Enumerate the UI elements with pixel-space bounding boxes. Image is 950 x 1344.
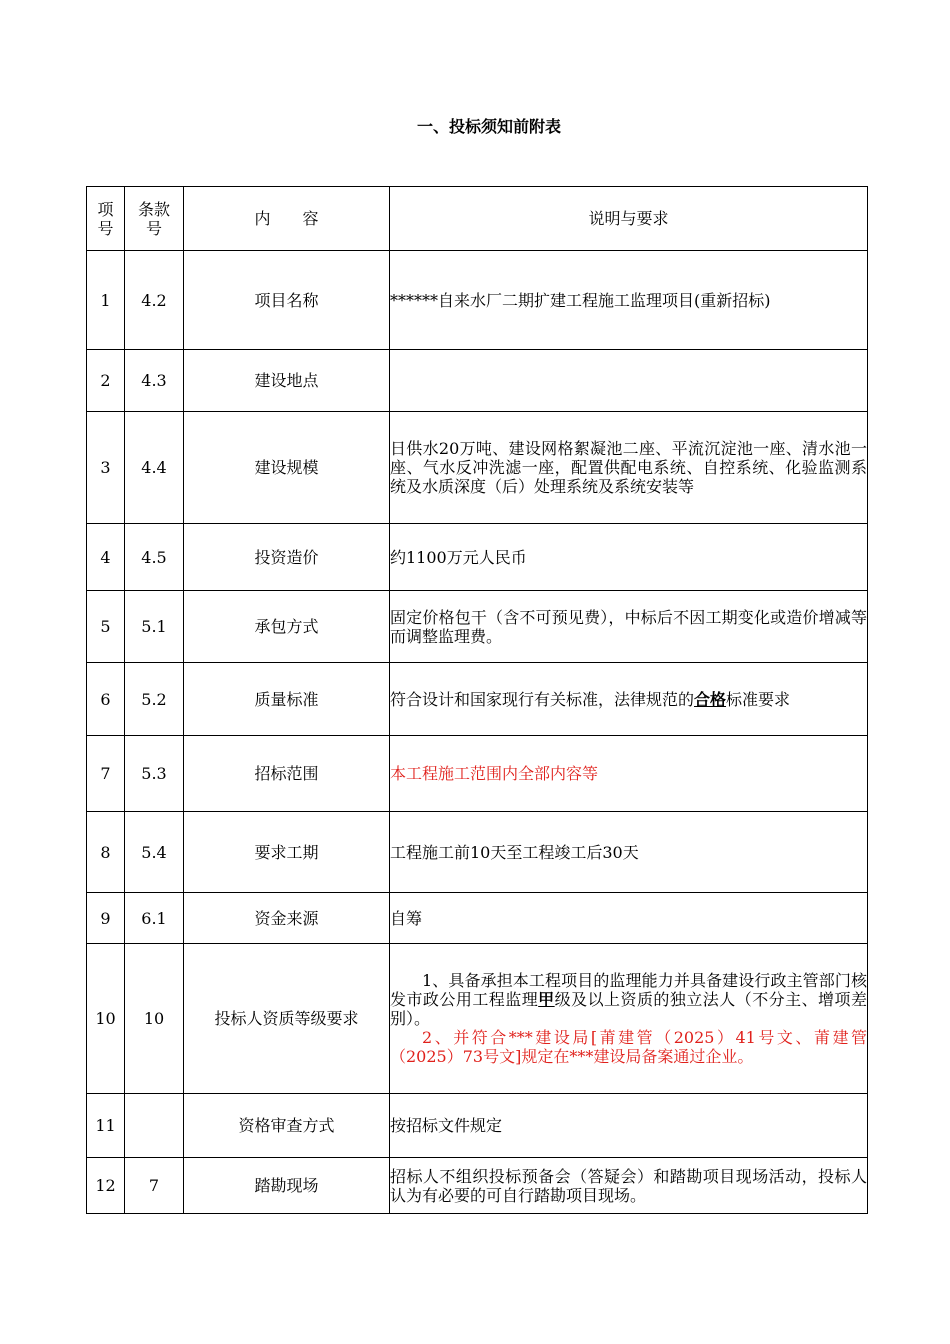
table-row bbox=[87, 736, 868, 812]
bid-notice-table bbox=[86, 186, 868, 1214]
row-clause: 5.4 bbox=[125, 812, 184, 893]
row-clause: 4.4 bbox=[125, 412, 184, 524]
row-no: 2 bbox=[87, 350, 125, 412]
row-no: 6 bbox=[87, 663, 125, 736]
row-no: 4 bbox=[87, 524, 125, 591]
row-clause: 4.5 bbox=[125, 524, 184, 591]
table-header-row bbox=[87, 187, 868, 251]
row-description: 固定价格包干（含不可预见费），中标后不因工期变化或造价增减等而调整监理费。 bbox=[390, 591, 868, 663]
row-clause bbox=[125, 1094, 184, 1158]
row-description: 日供水20万吨、建设网格絮凝池二座、平流沉淀池一座、清水池一座、气水反冲洗滤一座，配置供配电系统、自控系统、化验监测系统及水质深度（后）处理系统及系统安装等 bbox=[390, 412, 868, 524]
row-description: ******自来水厂二期扩建工程施工监理项目(重新招标) bbox=[390, 251, 868, 350]
row-content: 质量标准 bbox=[184, 663, 390, 736]
table-row bbox=[87, 524, 868, 591]
row-no: 11 bbox=[87, 1094, 125, 1158]
row-description: 自筹 bbox=[390, 893, 868, 944]
row-description bbox=[390, 944, 868, 1094]
row-clause: 4.3 bbox=[125, 350, 184, 412]
row-no: 8 bbox=[87, 812, 125, 893]
page-title: 一、投标须知前附表 bbox=[416, 117, 561, 136]
table-row bbox=[87, 893, 868, 944]
row-content: 要求工期 bbox=[184, 812, 390, 893]
row-content: 承包方式 bbox=[184, 591, 390, 663]
row-content: 资格审查方式 bbox=[184, 1094, 390, 1158]
row-no: 10 bbox=[87, 944, 125, 1094]
header-clause-no: 条款 号 bbox=[125, 187, 184, 251]
table-row bbox=[87, 350, 868, 412]
row-description: 本工程施工范围内全部内容等 bbox=[390, 736, 868, 812]
table-row bbox=[87, 663, 868, 736]
qualification-paragraph-1: 1、具备承担本工程项目的监理能力并具备建设行政主管部门核发市政公用工程监理甲级及以上资质的独立法人（不分主、增项差别）。 bbox=[390, 971, 867, 1028]
table-row bbox=[87, 1158, 868, 1214]
row-content: 项目名称 bbox=[184, 251, 390, 350]
row-no: 3 bbox=[87, 412, 125, 524]
row-description: 招标人不组织投标预备会（答疑会）和踏勘项目现场活动，投标人认为有必要的可自行踏勘项目现场。 bbox=[390, 1158, 868, 1214]
row-description: 工程施工前10天至工程竣工后30天 bbox=[390, 812, 868, 893]
row-no: 5 bbox=[87, 591, 125, 663]
row-content: 招标范围 bbox=[184, 736, 390, 812]
header-item-no: 项 号 bbox=[87, 187, 125, 251]
row-clause: 10 bbox=[125, 944, 184, 1094]
row-content: 资金来源 bbox=[184, 893, 390, 944]
row-content: 踏勘现场 bbox=[184, 1158, 390, 1214]
table-row bbox=[87, 1094, 868, 1158]
row-clause: 4.2 bbox=[125, 251, 184, 350]
row-description bbox=[390, 350, 868, 412]
table-row bbox=[87, 591, 868, 663]
row-clause: 5.2 bbox=[125, 663, 184, 736]
row-no: 12 bbox=[87, 1158, 125, 1214]
row-no: 9 bbox=[87, 893, 125, 944]
table-row bbox=[87, 251, 868, 350]
qualification-paragraph-2: 2、并符合***建设局[莆建管（2025）41号文、莆建管（2025）73号文]规定在***建设局备案通过企业。 bbox=[390, 1028, 867, 1066]
row-content: 建设地点 bbox=[184, 350, 390, 412]
row-clause: 6.1 bbox=[125, 893, 184, 944]
table-row bbox=[87, 944, 868, 1094]
header-content: 内 容 bbox=[184, 187, 390, 251]
row-clause: 5.3 bbox=[125, 736, 184, 812]
grade-a-emphasis: 甲 bbox=[538, 990, 555, 1009]
row-no: 1 bbox=[87, 251, 125, 350]
row-no: 7 bbox=[87, 736, 125, 812]
header-description: 说明与要求 bbox=[390, 187, 868, 251]
table-row bbox=[87, 812, 868, 893]
table-row bbox=[87, 412, 868, 524]
row-description: 按招标文件规定 bbox=[390, 1094, 868, 1158]
row-description: 符合设计和国家现行有关标准，法律规范的合格标准要求 bbox=[390, 663, 868, 736]
row-content: 投资造价 bbox=[184, 524, 390, 591]
row-clause: 5.1 bbox=[125, 591, 184, 663]
row-content: 投标人资质等级要求 bbox=[184, 944, 390, 1094]
row-content: 建设规模 bbox=[184, 412, 390, 524]
row-clause: 7 bbox=[125, 1158, 184, 1214]
quality-grade-emphasis: 合格 bbox=[694, 689, 727, 709]
row-description: 约1100万元人民币 bbox=[390, 524, 868, 591]
